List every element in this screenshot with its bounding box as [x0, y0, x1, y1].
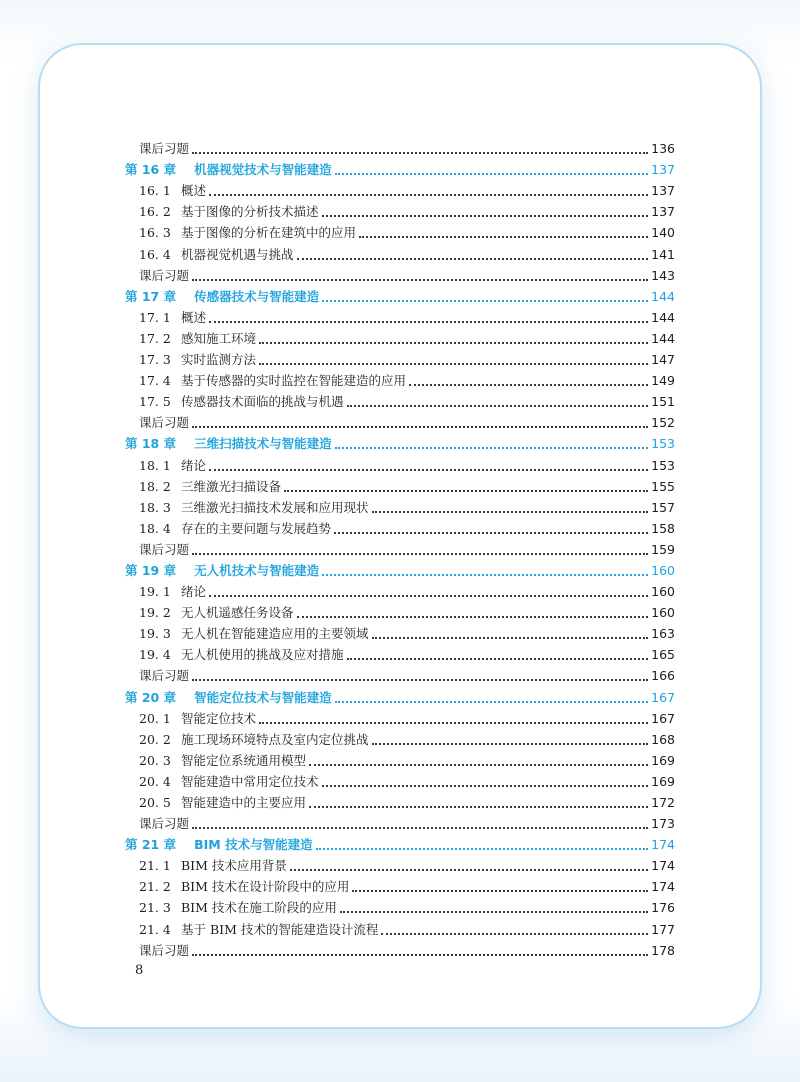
toc-chapter-row[interactable] — [125, 431, 675, 452]
toc-entry-number: 19. 2 — [139, 605, 171, 621]
toc-dot-leader — [309, 764, 648, 766]
toc-page-number: 155 — [651, 478, 675, 494]
toc-page-number: 159 — [651, 541, 675, 557]
toc-dot-leader — [309, 806, 648, 808]
toc-entry-number: 16. 2 — [139, 204, 171, 220]
toc-entry-number: 21. 3 — [139, 900, 171, 916]
toc-section-row[interactable] — [125, 748, 675, 769]
toc-dot-leader — [381, 933, 648, 935]
toc-entry-title: 传感器技术面临的挑战与机遇 — [181, 394, 344, 410]
toc-entry-number: 20. 4 — [139, 773, 171, 789]
toc-entry-title: 实时监测方法 — [181, 352, 257, 368]
toc-entry-number: 18. 2 — [139, 478, 171, 494]
toc-dot-leader — [259, 722, 648, 724]
toc-entry-number: 20. 3 — [139, 752, 171, 768]
toc-dot-leader — [284, 490, 648, 492]
toc-entry-number: 18. 3 — [139, 499, 171, 515]
toc-entry-title: 感知施工环境 — [181, 330, 257, 346]
toc-page-number: 163 — [651, 626, 675, 642]
toc-section-row[interactable] — [125, 347, 675, 368]
toc-entry-title: 课后习题 — [139, 816, 190, 832]
toc-entry-number: 19. 1 — [139, 584, 171, 600]
toc-page-number: 160 — [651, 562, 675, 578]
toc-dot-leader — [352, 890, 648, 892]
toc-entry-title: 传感器技术与智能建造 — [194, 288, 320, 304]
toc-dot-leader — [259, 342, 648, 344]
toc-section-row[interactable] — [125, 389, 675, 410]
toc-exercise-row[interactable] — [125, 811, 675, 832]
toc-entry-title: 绪论 — [181, 584, 207, 600]
toc-entry-number: 第 19 章 — [125, 562, 177, 578]
toc-page-number: 153 — [651, 436, 675, 452]
toc-entry-title: 绪论 — [181, 457, 207, 473]
toc-entry-title: 三维激光扫描技术发展和应用现状 — [181, 499, 369, 515]
toc-exercise-row[interactable] — [125, 663, 675, 684]
toc-entry-number: 20. 1 — [139, 710, 171, 726]
toc-entry-title: 智能定位系统通用模型 — [181, 752, 307, 768]
toc-page-number: 153 — [651, 457, 675, 473]
toc-section-row[interactable] — [125, 874, 675, 895]
toc-section-row[interactable] — [125, 326, 675, 347]
toc-dot-leader — [316, 848, 648, 850]
toc-section-row[interactable] — [125, 474, 675, 495]
toc-entry-number: 16. 4 — [139, 246, 171, 262]
toc-dot-leader — [322, 300, 648, 302]
toc-entry-title: 课后习题 — [139, 541, 190, 557]
toc-exercise-row[interactable] — [125, 410, 675, 431]
toc-dot-leader — [372, 637, 648, 639]
toc-section-row[interactable] — [125, 579, 675, 600]
toc-dot-leader — [347, 658, 648, 660]
toc-dot-leader — [192, 426, 648, 428]
toc-dot-leader — [335, 173, 648, 175]
toc-entry-title: 课后习题 — [139, 415, 190, 431]
toc-section-row[interactable] — [125, 305, 675, 326]
toc-dot-leader — [192, 954, 648, 956]
toc-entry-title: 概述 — [181, 309, 207, 325]
toc-exercise-row[interactable] — [125, 136, 675, 157]
toc-section-row[interactable] — [125, 853, 675, 874]
toc-entry-title: BIM 技术在施工阶段的应用 — [181, 900, 337, 916]
toc-page-number: 173 — [651, 816, 675, 832]
toc-dot-leader — [259, 363, 648, 365]
toc-entry-title: 机器视觉机遇与挑战 — [181, 246, 294, 262]
toc-page-number: 151 — [651, 394, 675, 410]
toc-entry-number: 18. 1 — [139, 457, 171, 473]
toc-chapter-row[interactable] — [125, 558, 675, 579]
toc-section-row[interactable] — [125, 706, 675, 727]
toc-entry-title: 无人机使用的挑战及应对措施 — [181, 647, 344, 663]
toc-entry-title: BIM 技术应用背景 — [181, 858, 287, 874]
toc-chapter-row[interactable] — [125, 284, 675, 305]
toc-entry-number: 17. 1 — [139, 309, 171, 325]
toc-dot-leader — [322, 785, 648, 787]
toc-page-number: 137 — [651, 183, 675, 199]
toc-page-number: 158 — [651, 520, 675, 536]
toc-entry-number: 21. 4 — [139, 921, 171, 937]
toc-page-number: 144 — [651, 330, 675, 346]
toc-page-number: 136 — [651, 141, 675, 157]
toc-entry-number: 17. 5 — [139, 394, 171, 410]
toc-entry-title: 智能建造中常用定位技术 — [181, 773, 319, 789]
toc-entry-title: 三维激光扫描设备 — [181, 478, 282, 494]
toc-entry-title: 智能建造中的主要应用 — [181, 795, 307, 810]
toc-entry-number: 17. 2 — [139, 330, 171, 346]
toc-page-number: 174 — [651, 858, 675, 874]
toc-entry-number: 21. 2 — [139, 879, 171, 895]
toc-section-row[interactable] — [125, 621, 675, 642]
toc-dot-leader — [322, 215, 648, 217]
toc-dot-leader — [335, 701, 648, 703]
toc-exercise-row[interactable] — [125, 263, 675, 284]
toc-page-number: 165 — [651, 647, 675, 663]
toc-dot-leader — [192, 679, 648, 681]
toc-chapter-row[interactable] — [125, 684, 675, 705]
toc-entry-number: 17. 4 — [139, 373, 171, 389]
toc-page-number: 174 — [651, 837, 675, 853]
toc-section-row[interactable] — [125, 178, 675, 199]
toc-dot-leader — [347, 405, 648, 407]
toc-chapter-row[interactable] — [125, 832, 675, 853]
toc-entry-number: 17. 3 — [139, 352, 171, 368]
toc-chapter-row[interactable] — [125, 157, 675, 178]
toc-dot-leader — [192, 827, 648, 829]
toc-dot-leader — [192, 279, 648, 281]
toc-page-number: 176 — [651, 900, 675, 916]
toc-entry-number: 16. 3 — [139, 225, 171, 241]
toc-entry-title: BIM 技术在设计阶段中的应用 — [181, 879, 350, 895]
toc-entry-title: 存在的主要问题与发展趋势 — [181, 520, 332, 536]
toc-page-number: 169 — [651, 752, 675, 768]
page-number: 8 — [135, 963, 144, 978]
toc-entry-number: 16. 1 — [139, 183, 171, 199]
toc-page-number: 147 — [651, 352, 675, 368]
toc-dot-leader — [322, 574, 648, 576]
toc-section-row[interactable] — [125, 368, 675, 389]
toc-entry-title: 课后习题 — [139, 942, 190, 958]
toc-section-row[interactable] — [125, 600, 675, 621]
toc-entry-title: 三维扫描技术与智能建造 — [194, 436, 332, 452]
toc-dot-leader — [192, 152, 648, 154]
toc-page-number: 167 — [651, 689, 675, 705]
toc-dot-leader — [409, 384, 648, 386]
toc-section-row[interactable] — [125, 790, 675, 811]
toc-entry-title: 无人机在智能建造应用的主要领域 — [181, 626, 369, 642]
toc-dot-leader — [372, 743, 648, 745]
toc-page-number: 141 — [651, 246, 675, 262]
toc-section-row[interactable] — [125, 916, 675, 937]
toc-entry-number: 第 17 章 — [125, 288, 177, 304]
toc-dot-leader — [297, 616, 648, 618]
toc-entry-title: 概述 — [181, 183, 207, 199]
toc-page-number: 178 — [651, 942, 675, 958]
toc-dot-leader — [209, 595, 648, 597]
toc-exercise-row[interactable] — [125, 938, 675, 959]
toc-page-number: 172 — [651, 795, 675, 810]
toc-entry-number: 20. 5 — [139, 795, 171, 810]
toc-page-number: 149 — [651, 373, 675, 389]
toc-entry-title: 无人机技术与智能建造 — [194, 562, 320, 578]
toc-entry-title: 机器视觉技术与智能建造 — [194, 162, 332, 178]
toc-entry-number: 第 20 章 — [125, 689, 177, 705]
toc-entry-number: 第 16 章 — [125, 162, 177, 178]
toc-section-row[interactable] — [125, 452, 675, 473]
toc-page-number: 160 — [651, 584, 675, 600]
toc-section-row[interactable] — [125, 516, 675, 537]
toc-page-number: 174 — [651, 879, 675, 895]
toc-entry-number: 19. 4 — [139, 647, 171, 663]
toc-entry-title: 智能定位技术 — [181, 710, 257, 726]
toc-entry-title: 智能定位技术与智能建造 — [194, 689, 332, 705]
toc-dot-leader — [297, 258, 648, 260]
toc-entry-title: 课后习题 — [139, 141, 190, 157]
toc-entry-number: 21. 1 — [139, 858, 171, 874]
toc-entry-number: 19. 3 — [139, 626, 171, 642]
toc-entry-number: 第 21 章 — [125, 837, 177, 853]
toc-dot-leader — [335, 447, 648, 449]
toc-exercise-row[interactable] — [125, 537, 675, 558]
toc-page-number: 144 — [651, 288, 675, 304]
toc-entry-title: 基于图像的分析技术描述 — [181, 204, 319, 220]
toc-page-number: 137 — [651, 204, 675, 220]
toc-section-row[interactable] — [125, 199, 675, 220]
toc-page-number: 177 — [651, 921, 675, 937]
toc-page-number: 140 — [651, 225, 675, 241]
toc-page-number: 160 — [651, 605, 675, 621]
toc-dot-leader — [290, 869, 648, 871]
toc-dot-leader — [192, 553, 648, 555]
toc-page-number: 143 — [651, 267, 675, 283]
toc-entry-title: 施工现场环境特点及室内定位挑战 — [181, 731, 369, 747]
toc-page-number: 157 — [651, 499, 675, 515]
toc-entry-title: BIM 技术与智能建造 — [194, 837, 313, 853]
toc-section-row[interactable] — [125, 495, 675, 516]
toc-section-row[interactable] — [125, 642, 675, 663]
toc-entry-number: 第 18 章 — [125, 436, 177, 452]
toc-dot-leader — [340, 911, 648, 913]
toc-page-number: 144 — [651, 309, 675, 325]
toc-section-row[interactable] — [125, 727, 675, 748]
toc-dot-leader — [209, 194, 648, 196]
toc-section-row[interactable] — [125, 769, 675, 790]
toc-entry-title: 基于 BIM 技术的智能建造设计流程 — [181, 921, 379, 937]
toc-dot-leader — [334, 532, 648, 534]
table-of-contents — [125, 136, 675, 959]
toc-entry-number: 20. 2 — [139, 731, 171, 747]
toc-page-number: 137 — [651, 162, 675, 178]
toc-entry-title: 课后习题 — [139, 668, 190, 684]
toc-entry-title: 基于传感器的实时监控在智能建造的应用 — [181, 373, 407, 389]
toc-section-row[interactable] — [125, 895, 675, 916]
toc-section-row[interactable] — [125, 220, 675, 241]
toc-page-number: 167 — [651, 710, 675, 726]
toc-page-number: 169 — [651, 773, 675, 789]
toc-page-number: 152 — [651, 415, 675, 431]
toc-dot-leader — [209, 321, 648, 323]
toc-page-number: 166 — [651, 668, 675, 684]
toc-entry-number: 18. 4 — [139, 520, 171, 536]
toc-page-number: 168 — [651, 731, 675, 747]
toc-section-row[interactable] — [125, 241, 675, 262]
toc-entry-title: 无人机遥感任务设备 — [181, 605, 294, 621]
toc-dot-leader — [209, 469, 648, 471]
toc-entry-title: 课后习题 — [139, 267, 190, 283]
toc-entry-title: 基于图像的分析在建筑中的应用 — [181, 225, 357, 241]
toc-dot-leader — [359, 236, 648, 238]
toc-dot-leader — [372, 511, 648, 513]
